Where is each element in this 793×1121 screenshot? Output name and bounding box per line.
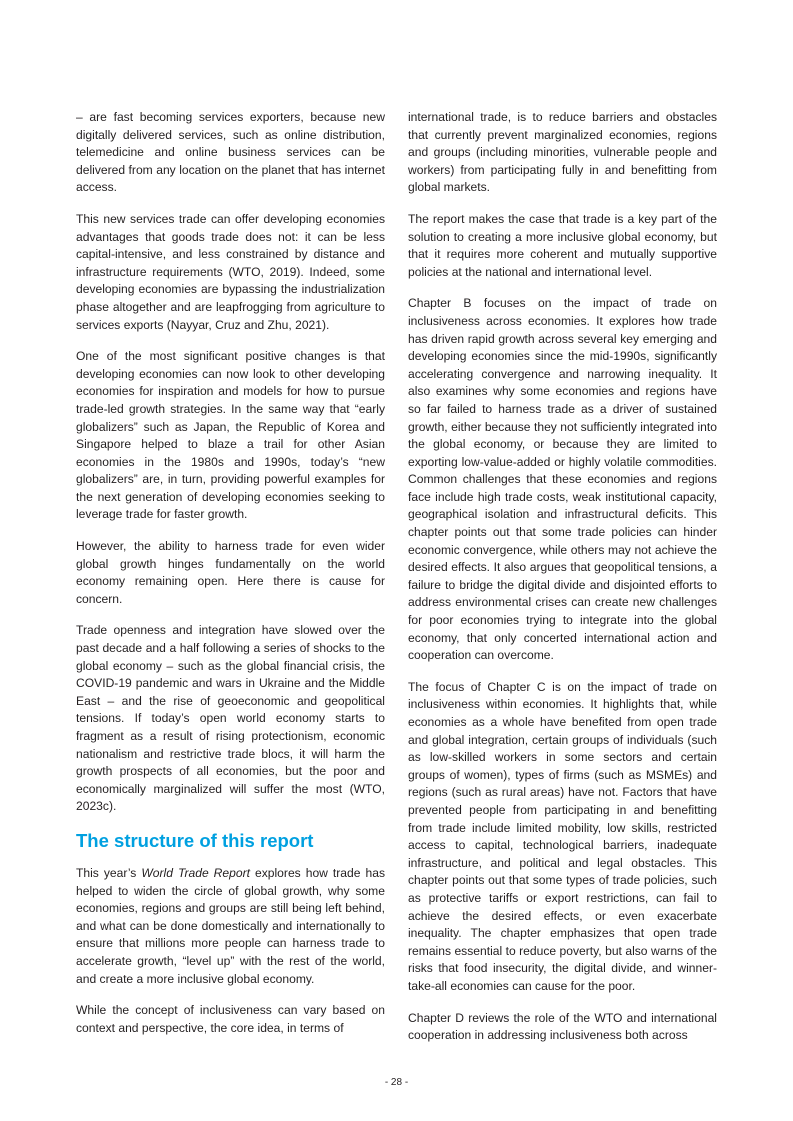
paragraph-text: This year’s: [76, 865, 142, 880]
body-paragraph: [76, 865, 385, 988]
body-paragraph: However, the ability to harness trade for even wider global growth hinges fundamentally on the world economy remaining open. Here there is cause for concern.: [76, 539, 385, 606]
body-paragraph: international trade, is to reduce barriers and obstacles that currently prevent marginalized economies, regions and groups (including minorities, vulnerable people and workers) from participating fully in and benefitting from global markets.: [408, 110, 717, 195]
body-paragraph: Chapter D reviews the role of the WTO and international cooperation in addressing inclusiveness both across: [408, 1010, 717, 1043]
body-paragraph: While the concept of inclusiveness can vary based on context and perspective, the core idea, in terms of: [76, 1003, 385, 1035]
paragraph-text: explores how trade has helped to widen the circle of global growth, why some economies, regions and groups are still being left behind, and what can be done domestically and internationally to ensure that millions more people can harness trade to accelerate growth, “level up” with the rest of the world, and create a more inclusive global economy.: [76, 865, 386, 986]
left-column: [76, 109, 385, 1051]
body-paragraph: – are fast becoming services exporters, because new digitally delivered services, such as online distribution, telemedicine and online business services can be delivered from any location on the planet that has internet access.: [76, 110, 385, 195]
report-title-italic: World Trade Report: [141, 865, 250, 880]
body-paragraph: One of the most significant positive changes is that developing economies can now look to other developing economies for inspiration and models for how to pursue trade-led growth strategies. In the same way that “early globalizers” such as Japan, the Republic of Korea and Singapore helped to blaze a trail for other Asian economies in the 1980s and 1990s, today’s “new globalizers” are, in turn, providing powerful examples for the next generation of developing economies seeking to leverage trade for faster growth.: [76, 349, 385, 522]
page-number: - 28 -: [384, 1077, 409, 1088]
right-column: [408, 109, 717, 1059]
body-paragraph: Trade openness and integration have slowed over the past decade and a half following a series of shocks to the global economy – such as the global financial crisis, the COVID-19 pandemic and wars in Ukraine and the Middle East – and the rise of geoeconomic and geopolitical tensions. If today’s open world economy starts to fragment as a result of rising protectionism, economic nationalism and restrictive trade blocs, it will harm the growth prospects of all economies, but the poor and economically marginalized will suffer the most (WTO, 2023c).: [76, 623, 385, 814]
body-paragraph: The report makes the case that trade is a key part of the solution to creating a more inclusive global economy, but that it requires more coherent and mutually supportive policies at the national and international level.: [408, 211, 717, 279]
body-paragraph: This new services trade can offer developing economies advantages that goods trade does not: it can be less capital-intensive, and less constrained by distance and infrastructure requirements (WTO, 2019). Indeed, some developing economies are bypassing the industrialization phase altogether and are leapfrogging from agriculture to services exports (Nayyar, Cruz and Zhu, 2021).: [76, 211, 385, 332]
section-heading: The structure of this report: [76, 829, 314, 851]
body-paragraph: Chapter B focuses on the impact of trade on inclusiveness across economies. It explores how trade has driven rapid growth across several key emerging and developing economies since the mid-1990s, significantly accelerating convergence and narrowing inequality. It also examines why some economies and regions have so far failed to harness trade as a driver of sustained growth, either because they not sufficiently integrated into the global economy, or because they are limited to exporting low-value-added or highly volatile commodities. Common challenges that these economies and regions face include high trade costs, weak institutional capacity, geographical isolation and infrastructural deficits. This chapter points out that some trade policies can hinder economic convergence, while others may not achieve the desired effects. It also argues that geopolitical tensions, a failure to bridge the digital divide and disjointed efforts to address environmental crises can create new challenges for poor economies trying to integrate into the global economy, that only concerted international action and cooperation can overcome.: [408, 296, 717, 663]
body-paragraph: The focus of Chapter C is on the impact of trade on inclusiveness within economies. It highlights that, while economies as a whole have benefited from open trade and global integration, certain groups of individuals (such as low-skilled workers in some sectors and certain groups of women), types of firms (such as MSMEs) and regions (such as rural areas) have not. Factors that have prevented people from participating in and benefitting from trade include limited mobility, low skills, restricted access to capital, technological barriers, inadequate infrastructure, and political and legal obstacles. This chapter points out that some types of trade policies, such as protective tariffs or export restrictions, can fail to achieve the desired effects, or even exacerbate inequality. The chapter emphasizes that open trade remains essential to reduce poverty, but also warns of the risks that food insecurity, the digital divide, and winner-take-all economies can cause for the poor.: [408, 679, 717, 993]
